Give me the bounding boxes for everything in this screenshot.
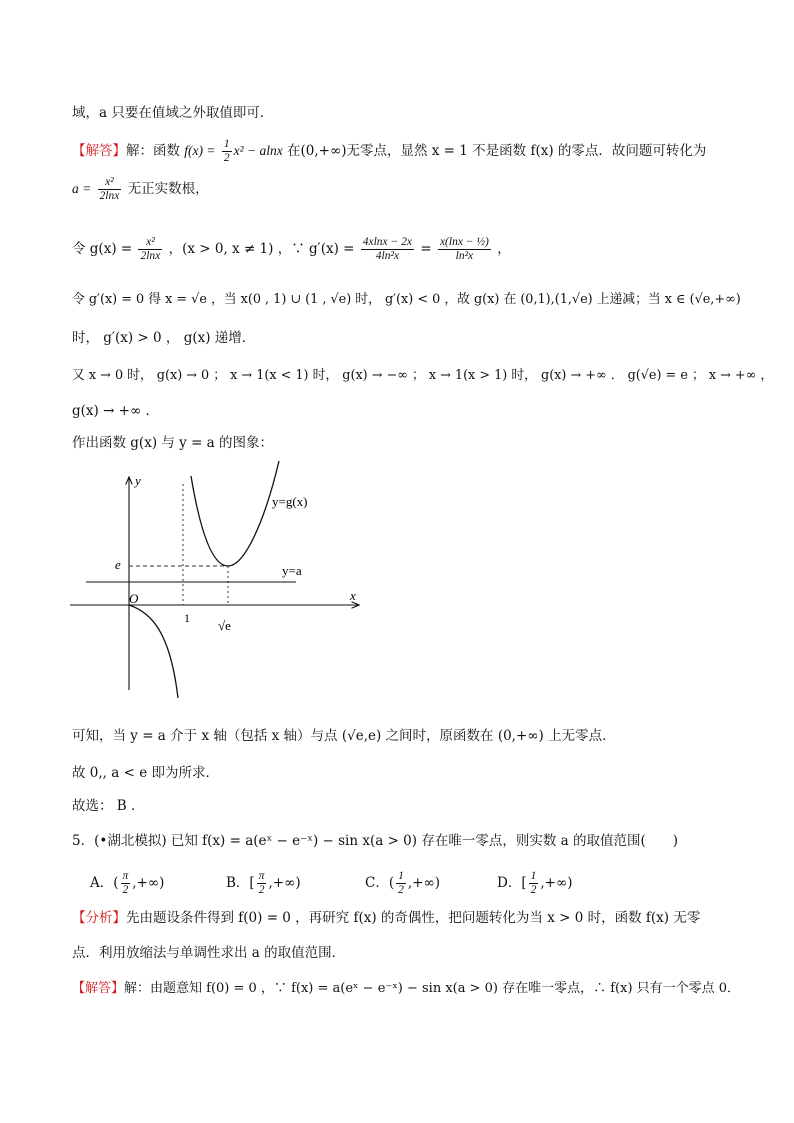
math-expr: x² − alnx: [233, 143, 283, 158]
analysis-line-2: 点．利用放缩法与单调性求出 a 的取值范围．: [72, 945, 346, 961]
answer-line-8: 作出函数 g(x) 与 y = a 的图象：: [72, 435, 274, 451]
option-b: B．[ $\frac{\pi}{2}$ ,+∞): [226, 870, 301, 896]
answer-line-2: [72, 176, 209, 203]
choice-line: 故选： B ．: [72, 798, 145, 814]
answer-tag: 【解答】: [72, 981, 125, 996]
fraction: $\frac{4xlnx - 2x}{\text{4ln²x}}$: [362, 236, 413, 262]
text: 在(0,+∞)无零点，显然 x = 1 不是函数 f(x) 的零点．故问题可转化为: [287, 143, 707, 159]
function-graph: [60, 452, 380, 702]
origin-label: O: [129, 591, 139, 606]
line-label: y=a: [282, 563, 302, 578]
y-axis-label: y: [135, 473, 141, 488]
answer-line-4: 令 g′(x) = 0 得 x = √e ，当 x(0 , 1) ∪ (1 , √e) 时， g′(x) < 0 ，故 g(x) 在 (0,1),(1,√e) 上递减；当 x ∈ (√e,+∞): [72, 292, 741, 307]
answer-5-line: [72, 977, 740, 996]
answer-line-5: 时， g′(x) > 0 ， g(x) 递增．: [72, 330, 256, 346]
text: ，: [497, 241, 511, 257]
answer-line-7: g(x) → +∞ ．: [72, 403, 160, 419]
analysis-tag: 【分析】: [72, 910, 126, 926]
text: =: [420, 241, 432, 257]
conclusion-line: 可知，当 y = a 介于 x 轴（包括 x 轴）与点 (√e,e) 之间时，原函数在 (0,+∞) 上无零点．: [72, 728, 616, 744]
text: 先由题设条件得到 f(0) = 0 ，再研究 f(x) 的奇偶性，把问题转化为当 x > 0 时，函数 f(x) 无零: [126, 910, 701, 926]
fraction: $\frac{\text{x²}}{2\ln x}$: [140, 236, 161, 262]
text: 令 g(x) =: [72, 241, 133, 257]
answer-tag: 【解答】: [72, 143, 126, 159]
conclusion-line-2: 故 0,, a < e 即为所求．: [72, 765, 219, 781]
curve-left-branch: [129, 605, 178, 698]
curve-right-branch: [191, 461, 279, 566]
option-c: C．( $\frac{1}{2}$ ,+∞): [365, 870, 440, 896]
answer-line-1: [72, 138, 706, 165]
fraction: $\frac{\text{x²}}{2\ln x}$: [99, 176, 120, 202]
question-5-stem: 5．(•湖北模拟) 已知 f(x) = a(eˣ − e⁻ˣ) − sin x(a > 0) 存在唯一零点，则实数 a 的取值范围( ): [72, 833, 678, 849]
text: 解：函数: [126, 143, 180, 159]
math-f: f(x) =: [184, 143, 216, 158]
e-tick-label: e: [115, 557, 121, 572]
math-a: a =: [72, 181, 92, 196]
answer-line-3: [72, 236, 511, 263]
fraction-half: $\frac{1}{2}$: [223, 138, 230, 164]
option-d: D．[ $\frac{1}{2}$ ,+∞): [497, 870, 573, 896]
answer-line-6: 又 x → 0 时， g(x) → 0 ； x → 1(x < 1) 时， g(x) → −∞ ； x → 1(x > 1) 时， g(x) → +∞ ． g(√e) = e ； x → +∞ ，: [72, 368, 774, 383]
solution-text-line: 域，a 只要在值域之外取值即可．: [72, 105, 274, 121]
option-a: A．( $\frac{\pi}{2}$ ,+∞): [90, 870, 165, 896]
one-tick-label: 1: [184, 611, 190, 625]
fraction: $\frac{\text{x(lnx − ½)}}{\text{ln²x}}$: [439, 236, 489, 262]
text: 解：由题意知 f(0) = 0 ，∵ f(x) = a(eˣ − e⁻ˣ) − sin x(a > 0) 存在唯一零点，∴ f(x) 只有一个零点 0．: [124, 981, 741, 996]
text: 无正实数根，: [127, 181, 209, 197]
text: ，(x > 0, x ≠ 1) ，∵ g′(x) =: [168, 241, 355, 257]
curve-label: y=g(x): [272, 494, 308, 509]
x-axis-label: x: [350, 588, 356, 603]
sqrt-e-tick-label: √e: [218, 618, 231, 633]
analysis-line-1: [72, 906, 700, 926]
